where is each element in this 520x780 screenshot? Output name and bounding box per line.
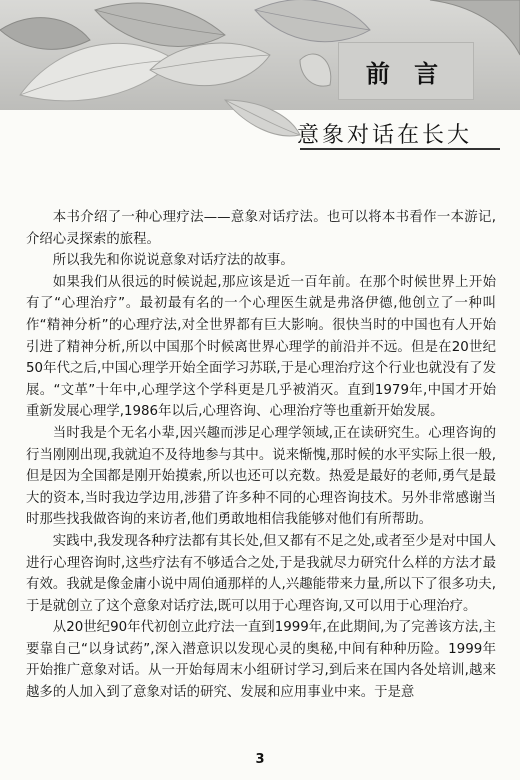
paragraph: 本书介绍了一种心理疗法——意象对话疗法。也可以将本书看作一本游记,介绍心灵探索的旅程。: [26, 210, 496, 247]
chapter-label-box: [338, 42, 474, 100]
leaf-cluster-left: [0, 3, 270, 101]
paragraph: 当时我是个无名小辈,因兴趣而涉足心理学领域,正在读研究生。心理咨询的行当刚刚出现,我就迫不及待地参与其中。说来惭愧,那时候的水平实际上很一般,但是因为全国都是刚开始摸索,所以也还可以充数。热爱是最好的老师,勇气是最大的资本,当时我边学边用,涉猎了许多种不同的心理咨询技术。另外非常感谢当时那些找我做咨询的来访者,他们勇敢地相信我能够对他们有所帮助。: [26, 425, 496, 528]
paragraph: 实践中,我发现各种疗法都有其长处,但又都有不足之处,或者至少是对中国人进行心理咨询时,这些疗法有不够适合之处,于是我就尽力研究什么样的方法才最有效。我就是像金庸小说中周伯通那样的人,兴趣能带来力量,所以下了很多功夫,于是就创立了这个意象对话疗法,既可以用于心理咨询,又可以用于心理治疗。: [26, 533, 496, 614]
paragraph: 所以我先和你说说意象对话疗法的故事。: [52, 253, 294, 269]
paragraph: 如果我们从很远的时候说起,那应该是近一百年前。在那个时候世界上开始有了“心理治疗”。最初最有名的一个心理医生就是弗洛伊德,他创立了一种叫作“精神分析”的心理疗法,对全世界都有巨大影响。很快当时的中国也有人开始引进了精神分析,所以中国那个时候离世界心理学的前沿并不远。但是在20世纪50年代之后,中国心理学开始全面学习苏联,于是心理治疗这个行业也就没有了发展。“文革”十年中,心理学这个学科更是几乎被消灭。直到1979年,中国才开始重新发展心理学,1986年以后,心理咨询、心理治疗等也重新开始发展。: [26, 274, 496, 420]
title-underline: [300, 148, 500, 150]
body-text: [26, 207, 496, 704]
chapter-label: 前 言: [365, 58, 447, 88]
page-number: 3: [255, 752, 265, 767]
leaf-decoration: [0, 0, 520, 200]
paragraph: 从20世纪90年代初创立此疗法一直到1999年,在此期间,为了完善该方法,主要靠自己“以身试药”,深入潜意识以发现心灵的奥秘,中间有种种历险。1999年开始推广意象对话。从一开始每周末小组研讨学习,到后来在国内各处培训,越来越多的人加入到了意象对话的研究、发展和应用事业中来。于是意: [26, 620, 496, 701]
page-title: 意象对话在长大: [296, 123, 472, 148]
